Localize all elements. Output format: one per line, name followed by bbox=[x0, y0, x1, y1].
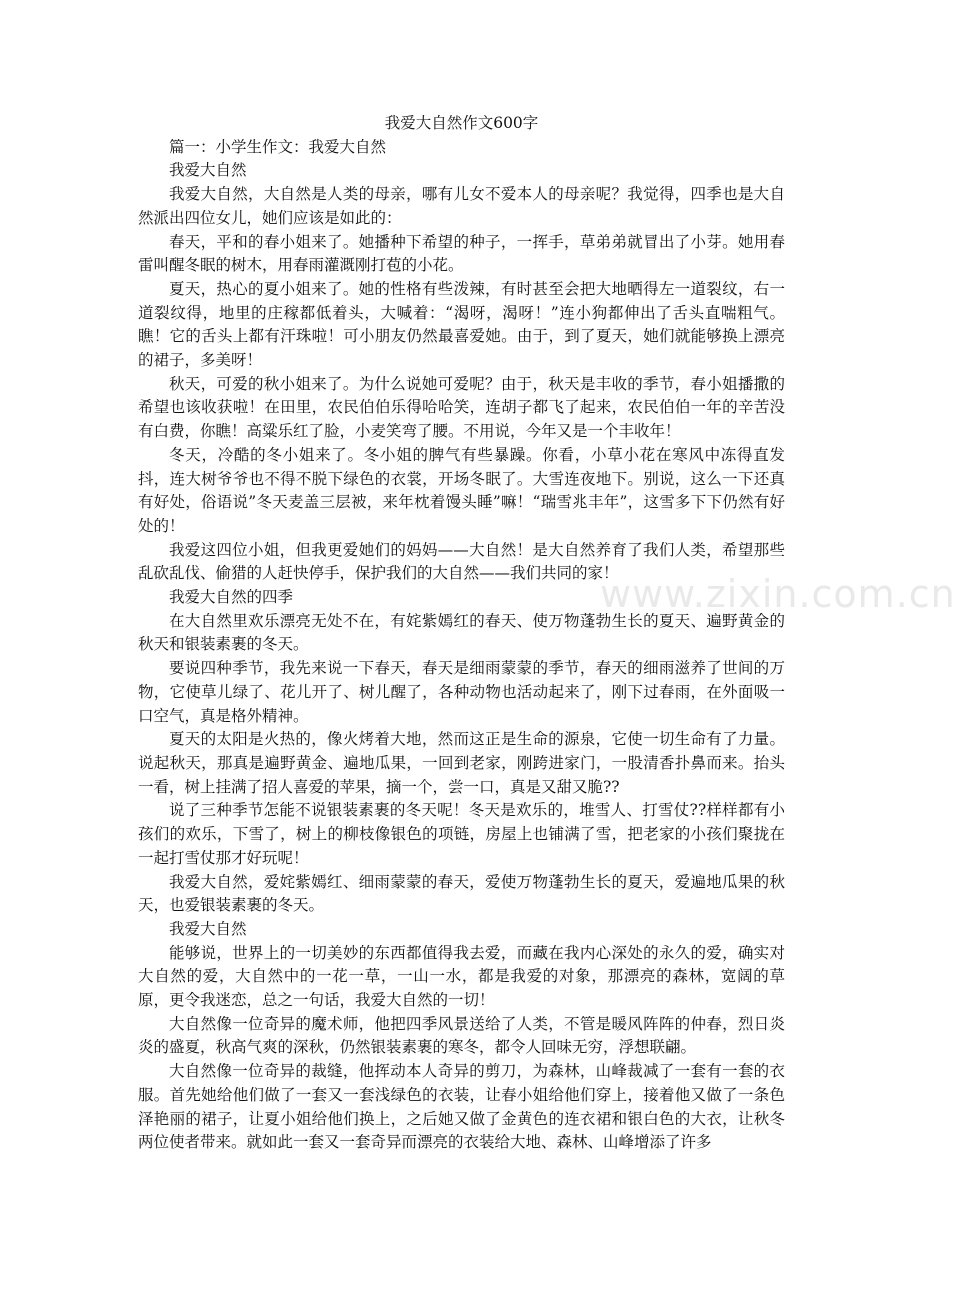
document-body bbox=[138, 112, 785, 1155]
section-heading-part1: 篇一：小学生作文：我爱大自然 bbox=[169, 137, 387, 156]
paragraph: 夏天的太阳是火热的，像火烤着大地，然而这正是生命的源泉，它使一切生命有了力量。说起秋天，那真是遍野黄金、遍地瓜果，一回到老家，刚跨进家门，一股清香扑鼻而来。抬头一看，树上挂满了招人喜爱的苹果，摘一个，尝一口，真是又甜又脆?? bbox=[138, 730, 785, 796]
watermark: www.zixin.com.cn bbox=[600, 572, 956, 616]
paragraph: 冬天，冷酷的冬小姐来了。冬小姐的脾气有些暴躁。你看，小草小花在寒风中冻得直发抖，连大树爷爷也不得不脱下绿色的衣裳，开场冬眠了。大雪连夜地下。别说，这么一下还真有好处，俗语说”冬天麦盖三层被，来年枕着馒头睡”嘛！“瑞雪兆丰年”，这雪多下下仍然有好处的！ bbox=[138, 445, 785, 535]
paragraph: 春天，平和的春小姐来了。她播种下希望的种子，一挥手，草弟弟就冒出了小芽。她用春雷叫醒冬眠的树木，用春雨灌溉刚打苞的小花。 bbox=[138, 232, 785, 275]
paragraph: 在大自然里欢乐漂亮无处不在，有姹紫嫣红的春天、使万物蓬勃生长的夏天、遍野黄金的秋天和银装素裹的冬天。 bbox=[138, 611, 785, 654]
paragraph: 夏天，热心的夏小姐来了。她的性格有些泼辣，有时甚至会把大地晒得左一道裂纹，右一道裂纹得，地里的庄稼都低着头，大喊着：“渴呀，渴呀！”连小狗都伸出了舌头直喘粗气。瞧！它的舌头上都有汗珠啦！可小朋友仍然最喜爱她。由于，到了夏天，她们就能够换上漂亮的裙子，多美呀！ bbox=[138, 279, 785, 370]
paragraph: 我爱大自然，大自然是人类的母亲，哪有儿女不爱本人的母亲呢？我觉得，四季也是大自然派出四位女儿，她们应该是如此的： bbox=[138, 185, 785, 227]
document-title: 我爱大自然作文600字 bbox=[384, 114, 539, 132]
paragraph: 我爱这四位小姐，但我更爱她们的妈妈——大自然！是大自然养育了我们人类，希望那些乱砍乱伐、偷猎的人赶快停手，保护我们的大自然——我们共同的家！ bbox=[138, 540, 785, 583]
paragraph: 说了三种季节怎能不说银装素裹的冬天呢！冬天是欢乐的，堆雪人、打雪仗??样样都有小孩们的欢乐，下雪了，树上的柳枝像银色的项链，房屋上也铺满了雪，把老家的小孩们聚拢在一起打雪仗那才好玩呢！ bbox=[138, 801, 785, 867]
section-heading-four-seasons: 我爱大自然的四季 bbox=[169, 588, 294, 607]
paragraph: 能够说，世界上的一切美妙的东西都值得我去爱，而藏在我内心深处的永久的爱，确实对大自然的爱，大自然中的一花一草，一山一水，都是我爱的对象，那漂亮的森林，宽阔的草原，更令我迷恋，总之一句话，我爱大自然的一切！ bbox=[138, 943, 785, 1010]
paragraph: 大自然像一位奇异的魔术师，他把四季风景送给了人类，不管是暖风阵阵的仲春，烈日炎炎的盛夏，秋高气爽的深秋，仍然银装素裹的寒冬，都令人回味无穷，浮想联翩。 bbox=[138, 1014, 785, 1057]
section-heading-love-nature-2: 我爱大自然 bbox=[169, 919, 247, 938]
paragraph: 要说四种季节，我先来说一下春天，春天是细雨蒙蒙的季节，春天的细雨滋养了世间的万物，它使草儿绿了、花儿开了、树儿醒了，各种动物也活动起来了，刚下过春雨，在外面吸一口空气，真是格外精神。 bbox=[138, 659, 785, 725]
paragraph: 我爱大自然，爱姹紫嫣红、细雨蒙蒙的春天，爱使万物蓬勃生长的夏天，爱遍地瓜果的秋天，也爱银装素裹的冬天。 bbox=[138, 872, 785, 915]
section-heading-love-nature-1: 我爱大自然 bbox=[169, 161, 247, 180]
paragraph: 秋天，可爱的秋小姐来了。为什么说她可爱呢？由于，秋天是丰收的季节，春小姐播撒的希望也该收获啦！在田里，农民伯伯乐得哈哈笑，连胡子都飞了起来，农民伯伯一年的辛苦没有白费，你瞧！高粱乐红了脸，小麦笑弯了腰。不用说，今年又是一个丰收年！ bbox=[138, 374, 785, 441]
paragraph: 大自然像一位奇异的裁缝，他挥动本人奇异的剪刀，为森林，山峰裁减了一套有一套的衣服。首先她给他们做了一套又一套浅绿色的衣装，让春小姐给他们穿上，接着他又做了一条色泽艳丽的裙子，让夏小姐给他们换上，之后她又做了金黄色的连衣裙和银白色的大衣，让秋冬两位使者带来。就如此一套又一套奇异而漂亮的衣装给大地、森林、山峰增添了许多 bbox=[138, 1062, 785, 1152]
